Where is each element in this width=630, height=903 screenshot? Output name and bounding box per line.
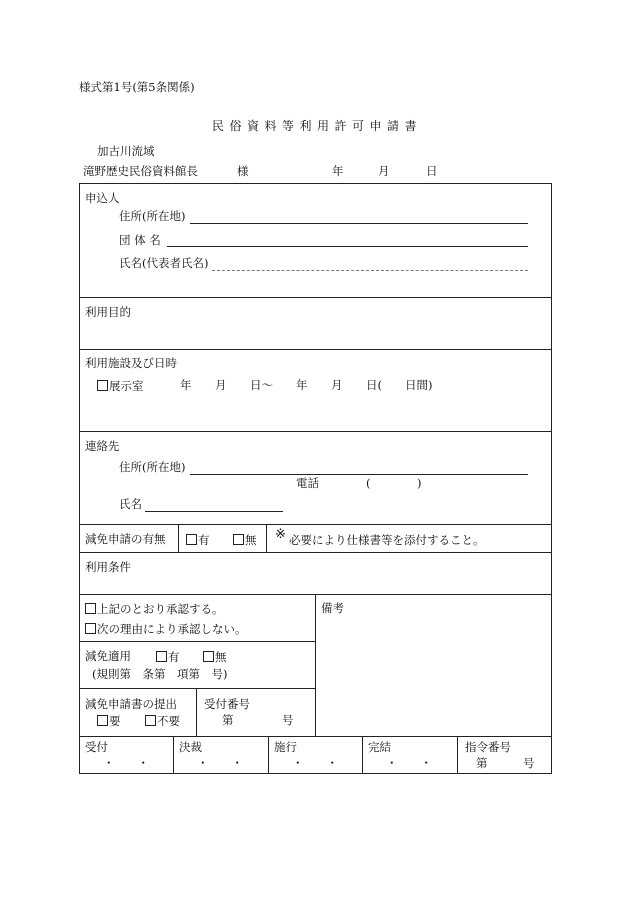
recipient-line1: 加古川流域 bbox=[97, 144, 155, 158]
divider bbox=[173, 736, 174, 773]
exemption-note: 必要により仕様書等を添付すること。 bbox=[289, 533, 485, 547]
applicant-name-label: 氏名(代表者氏名) bbox=[119, 256, 209, 270]
exemption-rule-text: (規則第 条第 項第 号) bbox=[92, 667, 228, 681]
recipient-line2: 滝野歴史民俗資料館長 bbox=[83, 164, 198, 178]
facility-year-from: 年 bbox=[180, 378, 192, 392]
applicant-name-field[interactable] bbox=[212, 270, 528, 271]
remarks-heading: 備考 bbox=[321, 601, 344, 615]
exemption-apply-no-option[interactable] bbox=[203, 651, 227, 664]
exemption-no-option[interactable] bbox=[233, 534, 257, 547]
shirei-dai: 第 bbox=[476, 756, 488, 770]
exemption-no-checkbox[interactable] bbox=[233, 534, 244, 545]
date-month: 月 bbox=[378, 164, 390, 178]
applicant-org-label: 団 体 名 bbox=[119, 233, 161, 247]
exemption-apply-label: 減免適用 bbox=[85, 649, 131, 663]
shirei-go: 号 bbox=[523, 756, 535, 770]
facility-month-to: 月 bbox=[331, 378, 343, 392]
kessai-date: ・ ・ bbox=[197, 756, 243, 770]
shirei-label: 指令番号 bbox=[465, 740, 511, 754]
shiko-date: ・ ・ bbox=[292, 756, 338, 770]
exemption-apply-yes-option[interactable] bbox=[156, 651, 180, 664]
exemption-no-label: 無 bbox=[245, 533, 257, 547]
doc-required-checkbox[interactable] bbox=[97, 715, 108, 726]
kanketsu-label: 完結 bbox=[368, 740, 391, 754]
facility-day-from: 日〜 bbox=[250, 378, 273, 392]
divider bbox=[457, 736, 458, 773]
contact-address-field[interactable] bbox=[190, 474, 528, 475]
shiko-label: 施行 bbox=[274, 740, 297, 754]
note-mark: ※ bbox=[275, 527, 286, 542]
approve-label: 上記のとおり承認する。 bbox=[97, 602, 224, 616]
phone-paren-open: ( bbox=[366, 476, 371, 490]
exhibition-room-label: 展示室 bbox=[109, 379, 144, 393]
approve-option[interactable] bbox=[85, 603, 224, 616]
divider bbox=[362, 736, 363, 773]
kessai-label: 決裁 bbox=[179, 740, 202, 754]
exhibition-room-option[interactable] bbox=[97, 380, 144, 393]
divider bbox=[268, 736, 269, 773]
facility-year-to: 年 bbox=[296, 378, 308, 392]
recipient-honorific: 様 bbox=[237, 164, 249, 178]
doc-not-required-checkbox[interactable] bbox=[145, 715, 156, 726]
divider bbox=[79, 297, 552, 298]
exemption-yes-checkbox[interactable] bbox=[186, 534, 197, 545]
facility-day-to: 日( bbox=[366, 378, 382, 392]
table-top-border bbox=[79, 183, 552, 184]
facility-days-count: 日間) bbox=[405, 378, 433, 392]
exemption-apply-yes-checkbox[interactable] bbox=[156, 651, 167, 662]
divider bbox=[79, 431, 552, 432]
contact-name-field[interactable] bbox=[145, 511, 283, 512]
exemption-apply-no-label: 無 bbox=[215, 650, 227, 664]
reject-label: 次の理由により承認しない。 bbox=[97, 622, 247, 636]
divider bbox=[79, 688, 316, 689]
facility-month-from: 月 bbox=[215, 378, 227, 392]
divider bbox=[79, 736, 552, 737]
exemption-yes-label: 有 bbox=[198, 533, 210, 547]
approve-checkbox[interactable] bbox=[85, 603, 96, 614]
doc-not-required-label: 不要 bbox=[157, 714, 180, 728]
exemption-label: 減免申請の有無 bbox=[85, 532, 166, 546]
receipt-number-go: 号 bbox=[282, 713, 294, 727]
applicant-org-field[interactable] bbox=[167, 246, 528, 247]
form-title: 民俗資料等利用許可申請書 bbox=[212, 119, 423, 133]
doc-not-required-option[interactable] bbox=[145, 715, 180, 728]
contact-name-label: 氏名 bbox=[119, 497, 142, 511]
table-bottom-border bbox=[79, 773, 552, 774]
divider bbox=[315, 594, 316, 736]
date-day: 日 bbox=[426, 164, 438, 178]
doc-required-option[interactable] bbox=[97, 715, 121, 728]
receipt-number-dai: 第 bbox=[222, 713, 234, 727]
form-number: 様式第1号(第5条関係) bbox=[79, 80, 195, 94]
exhibition-room-checkbox[interactable] bbox=[97, 380, 108, 391]
reject-checkbox[interactable] bbox=[85, 623, 96, 634]
reject-option[interactable] bbox=[85, 623, 247, 636]
purpose-heading: 利用目的 bbox=[85, 305, 131, 319]
divider bbox=[79, 349, 552, 350]
divider bbox=[79, 524, 552, 525]
table-left-border bbox=[79, 183, 80, 774]
applicant-address-field[interactable] bbox=[190, 223, 528, 224]
divider bbox=[196, 688, 197, 736]
conditions-heading: 利用条件 bbox=[85, 560, 131, 574]
exemption-apply-yes-label: 有 bbox=[168, 650, 180, 664]
contact-phone-label: 電話 bbox=[296, 476, 319, 490]
receipt-number-label: 受付番号 bbox=[204, 697, 250, 711]
applicant-heading: 申込人 bbox=[85, 191, 120, 205]
contact-heading: 連絡先 bbox=[85, 439, 120, 453]
divider bbox=[178, 524, 179, 552]
divider bbox=[79, 641, 316, 642]
phone-paren-close: ) bbox=[417, 476, 422, 490]
exemption-doc-label: 減免申請書の提出 bbox=[85, 697, 177, 711]
exemption-yes-option[interactable] bbox=[186, 534, 210, 547]
applicant-address-label: 住所(所在地) bbox=[119, 209, 186, 223]
table-right-border bbox=[551, 183, 552, 774]
divider bbox=[79, 552, 552, 553]
doc-required-label: 要 bbox=[109, 714, 121, 728]
kanketsu-date: ・ ・ bbox=[386, 756, 432, 770]
date-year: 年 bbox=[332, 164, 344, 178]
exemption-apply-no-checkbox[interactable] bbox=[203, 651, 214, 662]
facility-heading: 利用施設及び日時 bbox=[85, 356, 177, 370]
uketsuke-date: ・ ・ bbox=[103, 756, 149, 770]
divider bbox=[266, 524, 267, 552]
contact-address-label: 住所(所在地) bbox=[119, 460, 186, 474]
uketsuke-label: 受付 bbox=[85, 740, 108, 754]
